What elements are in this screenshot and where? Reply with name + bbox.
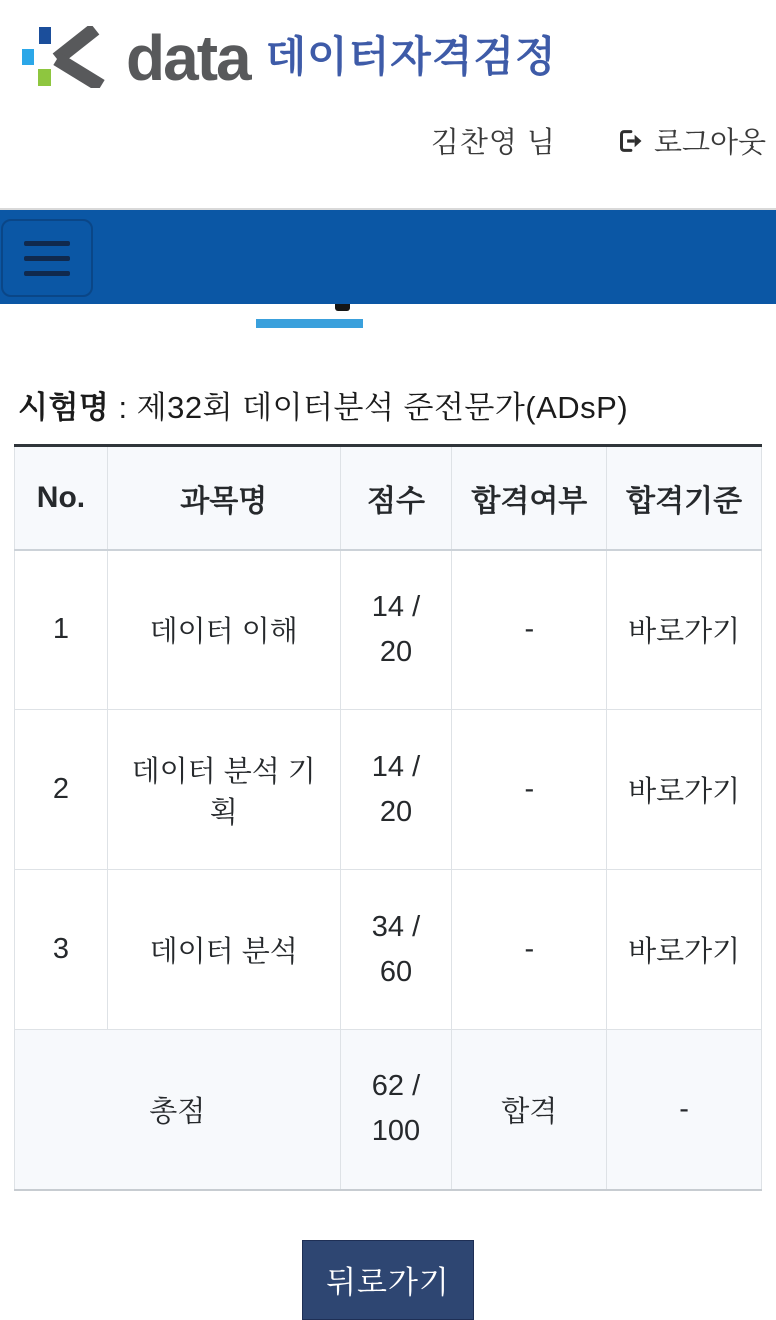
total-criteria-cell: - (607, 1030, 762, 1190)
total-pass-cell: 합격 (452, 1030, 607, 1190)
total-score-cell: 62 / 100 (340, 1030, 452, 1190)
no-cell: 2 (15, 710, 108, 870)
main-navbar (0, 208, 776, 304)
exam-name-heading (18, 382, 776, 427)
page-title-zone (0, 304, 776, 382)
col-header-criteria: 합격기준 (607, 446, 762, 550)
kdata-logo-icon (16, 22, 110, 90)
back-button-area (0, 1240, 776, 1320)
hamburger-menu-icon (24, 241, 70, 246)
col-header-pass: 합격여부 (452, 446, 607, 550)
score-results-table (14, 444, 762, 1191)
criteria-link[interactable]: 바로가기 (607, 550, 762, 710)
total-row (15, 1030, 762, 1190)
page-title-remnant (335, 304, 350, 311)
table-row (15, 710, 762, 870)
score-cell: 34 / 60 (340, 870, 452, 1030)
logout-icon (614, 126, 644, 156)
total-label-cell: 총점 (15, 1030, 341, 1190)
no-cell: 3 (15, 870, 108, 1030)
table-row (15, 870, 762, 1030)
criteria-link[interactable]: 바로가기 (607, 870, 762, 1030)
pass-cell: - (452, 870, 607, 1030)
menu-button[interactable] (1, 219, 93, 297)
table-row (15, 550, 762, 710)
site-header (0, 0, 776, 208)
exam-name-label: 시험명 (18, 390, 110, 425)
score-cell: 14 / 20 (340, 550, 452, 710)
logout-label: 로그아웃 (653, 127, 766, 159)
score-cell: 14 / 20 (340, 710, 452, 870)
criteria-link[interactable]: 바로가기 (607, 710, 762, 870)
logo-korean-title: 데이터자격검정 (265, 33, 557, 80)
col-header-no: No. (15, 446, 108, 550)
table-header-row (15, 446, 762, 550)
user-row (431, 120, 766, 161)
subject-cell: 데이터 이해 (107, 550, 340, 710)
username-label: 김찬영 님 (430, 127, 556, 159)
pass-cell: - (452, 550, 607, 710)
pass-cell: - (452, 710, 607, 870)
kdata-logo[interactable] (16, 22, 557, 95)
subject-cell: 데이터 분석 기획 (107, 710, 340, 870)
exam-name-value: : 제32회 데이터분석 준전문가(ADsP) (109, 390, 629, 425)
logo-k-mark-icon (49, 26, 107, 88)
page-title-underline-accent (256, 319, 363, 328)
col-header-subject: 과목명 (107, 446, 340, 550)
logout-button[interactable] (614, 120, 766, 161)
no-cell: 1 (15, 550, 108, 710)
logo-brand-text: data (126, 22, 250, 95)
subject-cell: 데이터 분석 (107, 870, 340, 1030)
logo-square-light-blue (22, 49, 34, 65)
col-header-score: 점수 (340, 446, 452, 550)
back-button[interactable]: 뒤로가기 (302, 1240, 474, 1320)
